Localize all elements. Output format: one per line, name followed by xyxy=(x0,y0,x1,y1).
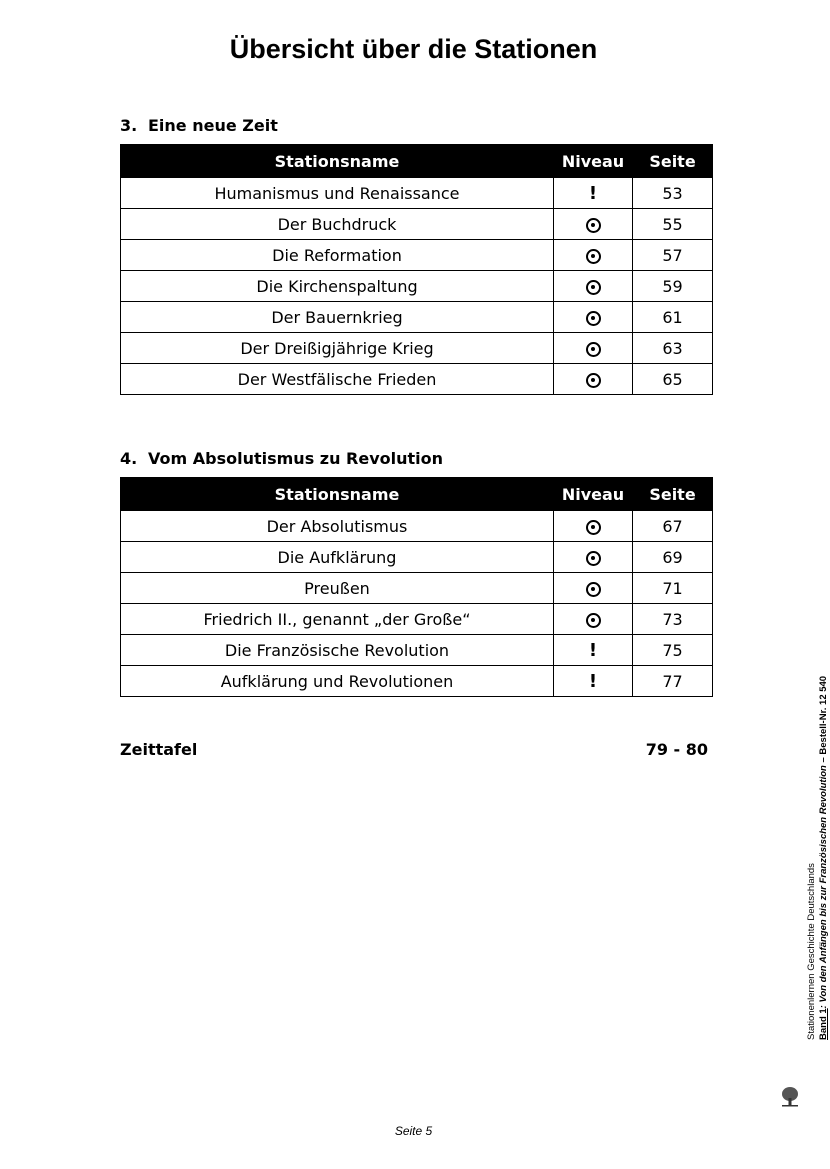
station-name: Der Absolutismus xyxy=(121,511,554,542)
table-row xyxy=(121,333,713,364)
column-header-level: Niveau xyxy=(554,478,633,511)
station-page: 59 xyxy=(633,271,713,302)
station-level xyxy=(554,240,633,271)
station-page: 71 xyxy=(633,573,713,604)
sidebar-subtitle: : Von den Anfängen bis zur Französischen Revolution xyxy=(818,765,829,1009)
page-title: Übersicht über die Stationen xyxy=(229,34,598,64)
target-icon xyxy=(586,280,601,295)
sidebar-order-number: Bestell-Nr. 12 540 xyxy=(818,675,829,755)
table-row xyxy=(121,240,713,271)
station-level xyxy=(554,573,633,604)
column-header-name: Stationsname xyxy=(121,145,554,178)
table-row xyxy=(121,573,713,604)
section-title: Eine neue Zeit xyxy=(148,116,278,135)
station-level xyxy=(554,635,633,666)
page-number: Seite 5 xyxy=(394,1124,433,1138)
station-level xyxy=(554,209,633,240)
table-row xyxy=(121,178,713,209)
station-level xyxy=(554,271,633,302)
section-number: 3. xyxy=(120,116,138,135)
station-name: Der Bauernkrieg xyxy=(121,302,554,333)
station-page: 77 xyxy=(633,666,713,697)
station-level xyxy=(554,542,633,573)
target-icon xyxy=(586,551,601,566)
column-header-page: Seite xyxy=(633,145,713,178)
table-row xyxy=(121,511,713,542)
station-name: Preußen xyxy=(121,573,554,604)
station-name: Friedrich II., genannt „der Große“ xyxy=(121,604,554,635)
stations-table-4 xyxy=(120,477,713,697)
table-row xyxy=(121,209,713,240)
station-level xyxy=(554,666,633,697)
table-body xyxy=(121,178,713,395)
table-body xyxy=(121,511,713,697)
table-row xyxy=(121,302,713,333)
station-name: Die Reformation xyxy=(121,240,554,271)
stations-table-3 xyxy=(120,144,713,395)
station-name: Der Westfälische Frieden xyxy=(121,364,554,395)
table-row xyxy=(121,604,713,635)
station-page: 61 xyxy=(633,302,713,333)
target-icon xyxy=(586,613,601,628)
station-level xyxy=(554,302,633,333)
station-name: Die Aufklärung xyxy=(121,542,554,573)
sidebar-separator: – xyxy=(818,754,829,766)
exclamation-icon: ! xyxy=(588,639,598,661)
station-name: Der Dreißigjährige Krieg xyxy=(121,333,554,364)
station-page: 69 xyxy=(633,542,713,573)
section-heading-4 xyxy=(120,449,443,468)
station-level xyxy=(554,511,633,542)
station-name: Der Buchdruck xyxy=(121,209,554,240)
sidebar-band: Band 1 xyxy=(818,1008,829,1040)
column-header-page: Seite xyxy=(633,478,713,511)
exclamation-icon: ! xyxy=(588,670,598,692)
station-page: 53 xyxy=(633,178,713,209)
station-page: 63 xyxy=(633,333,713,364)
publisher-logo-icon xyxy=(780,1085,800,1107)
target-icon xyxy=(586,373,601,388)
section-number: 4. xyxy=(120,449,138,468)
station-name: Aufklärung und Revolutionen xyxy=(121,666,554,697)
target-icon xyxy=(586,342,601,357)
target-icon xyxy=(586,582,601,597)
timeline-label: Zeittafel xyxy=(120,740,198,759)
station-name: Humanismus und Renaissance xyxy=(121,178,554,209)
column-header-level: Niveau xyxy=(554,145,633,178)
sidebar-publication-info xyxy=(806,676,830,1040)
table-header-row xyxy=(121,478,713,511)
target-icon xyxy=(586,218,601,233)
table-row xyxy=(121,364,713,395)
station-page: 65 xyxy=(633,364,713,395)
table-row xyxy=(121,271,713,302)
sidebar-series: Stationenlernen Geschichte Deutschlands xyxy=(806,863,817,1040)
station-level xyxy=(554,364,633,395)
station-level xyxy=(554,604,633,635)
section-title: Vom Absolutismus zu Revolution xyxy=(148,449,444,468)
station-page: 57 xyxy=(633,240,713,271)
station-page: 75 xyxy=(633,635,713,666)
station-page: 73 xyxy=(633,604,713,635)
table-header-row xyxy=(121,145,713,178)
station-page: 67 xyxy=(633,511,713,542)
station-page: 55 xyxy=(633,209,713,240)
sidebar-band-line xyxy=(818,676,830,1040)
timeline-pages: 79 - 80 xyxy=(645,740,708,759)
table-row xyxy=(121,666,713,697)
table-row xyxy=(121,635,713,666)
target-icon xyxy=(586,520,601,535)
section-heading-3 xyxy=(120,116,278,135)
station-level xyxy=(554,178,633,209)
column-header-name: Stationsname xyxy=(121,478,554,511)
station-name: Die Kirchenspaltung xyxy=(121,271,554,302)
target-icon xyxy=(586,249,601,264)
table-row xyxy=(121,542,713,573)
target-icon xyxy=(586,311,601,326)
station-name: Die Französische Revolution xyxy=(121,635,554,666)
station-level xyxy=(554,333,633,364)
exclamation-icon: ! xyxy=(588,182,598,204)
